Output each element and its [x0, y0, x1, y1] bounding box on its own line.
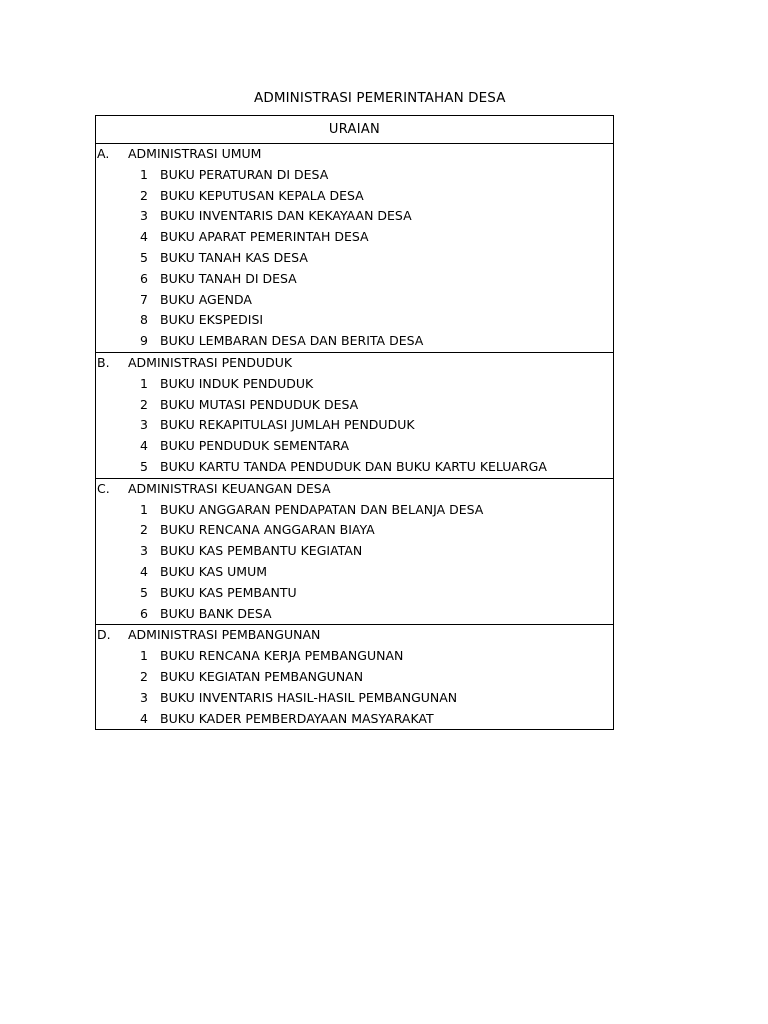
list-item [96, 395, 613, 416]
section-letter: C. [97, 480, 110, 496]
list-item [96, 562, 613, 583]
list-item [96, 165, 613, 186]
administration-table [95, 115, 614, 730]
item-number: 4 [140, 563, 148, 579]
item-text: BUKU TANAH DI DESA [160, 270, 297, 286]
item-number: 3 [140, 543, 148, 559]
item-text: BUKU BANK DESA [160, 605, 272, 621]
list-item [96, 583, 613, 604]
item-text: BUKU MUTASI PENDUDUK DESA [160, 396, 359, 412]
section-header-row [96, 625, 613, 646]
item-text: BUKU LEMBARAN DESA DAN BERITA DESA [160, 333, 424, 349]
item-number: 2 [140, 396, 148, 412]
section-title: ADMINISTRASI PENDUDUK [128, 354, 293, 370]
item-number: 5 [140, 458, 148, 474]
item-number: 1 [140, 166, 148, 182]
item-number: 5 [140, 249, 148, 265]
item-text: BUKU PENDUDUK SEMENTARA [160, 438, 350, 454]
item-text: BUKU INVENTARIS DAN KEKAYAAN DESA [160, 208, 412, 224]
list-item [96, 374, 613, 395]
item-number: 6 [140, 605, 148, 621]
item-text: BUKU RENCANA KERJA PEMBANGUNAN [160, 648, 404, 664]
item-number: 2 [140, 668, 148, 684]
item-number: 3 [140, 689, 148, 705]
list-item [96, 688, 613, 709]
list-item [96, 415, 613, 436]
section [96, 353, 613, 479]
section [96, 625, 613, 729]
list-item [96, 646, 613, 667]
list-item [96, 248, 613, 269]
list-item [96, 709, 613, 730]
item-text: BUKU KARTU TANDA PENDUDUK DAN BUKU KARTU KELUARGA [160, 458, 547, 474]
section [96, 144, 613, 353]
list-item [96, 520, 613, 541]
section-header-row [96, 144, 613, 165]
sections-container [96, 144, 613, 729]
item-text: BUKU KADER PEMBERDAYAAN MASYARAKAT [160, 710, 434, 726]
item-number: 6 [140, 270, 148, 286]
item-number: 1 [140, 375, 148, 391]
section-title: ADMINISTRASI UMUM [128, 146, 262, 161]
section-header-row [96, 479, 613, 500]
item-text: BUKU KAS UMUM [160, 563, 268, 579]
item-number: 9 [140, 333, 148, 349]
item-number: 1 [140, 648, 148, 664]
item-number: 4 [140, 710, 148, 726]
item-text: BUKU ANGGARAN PENDAPATAN DAN BELANJA DESA [160, 501, 484, 517]
section-letter: B. [97, 354, 110, 370]
list-item [96, 227, 613, 248]
document-title: ADMINISTRASI PEMERINTAHAN DESA [254, 90, 506, 106]
item-text: BUKU AGENDA [160, 291, 252, 307]
item-text: BUKU RENCANA ANGGARAN BIAYA [160, 522, 375, 538]
item-number: 3 [140, 208, 148, 224]
item-text: BUKU INDUK PENDUDUK [160, 375, 314, 391]
item-text: BUKU PERATURAN DI DESA [160, 166, 329, 182]
list-item [96, 290, 613, 311]
item-text: BUKU KAS PEMBANTU [160, 584, 297, 600]
section-title: ADMINISTRASI KEUANGAN DESA [128, 480, 331, 496]
list-item [96, 310, 613, 331]
item-text: BUKU TANAH KAS DESA [160, 249, 308, 265]
list-item [96, 604, 613, 625]
item-number: 3 [140, 417, 148, 433]
section [96, 479, 613, 626]
item-text: BUKU EKSPEDISI [160, 312, 264, 328]
item-number: 7 [140, 291, 148, 307]
list-item [96, 186, 613, 207]
list-item [96, 667, 613, 688]
item-text: BUKU KEPUTUSAN KEPALA DESA [160, 187, 364, 203]
item-text: BUKU INVENTARIS HASIL-HASIL PEMBANGUNAN [160, 689, 458, 705]
item-number: 2 [140, 522, 148, 538]
item-number: 2 [140, 187, 148, 203]
section-title: ADMINISTRASI PEMBANGUNAN [128, 627, 321, 643]
list-item [96, 206, 613, 227]
item-text: BUKU KEGIATAN PEMBANGUNAN [160, 668, 364, 684]
list-item [96, 436, 613, 457]
list-item [96, 269, 613, 290]
section-letter: A. [97, 146, 110, 161]
item-text: BUKU APARAT PEMERINTAH DESA [160, 229, 369, 245]
section-header-row [96, 353, 613, 374]
list-item [96, 541, 613, 562]
section-letter: D. [97, 627, 111, 643]
item-number: 5 [140, 584, 148, 600]
item-text: BUKU REKAPITULASI JUMLAH PENDUDUK [160, 417, 415, 433]
item-number: 8 [140, 312, 148, 328]
list-item [96, 500, 613, 521]
item-number: 1 [140, 501, 148, 517]
item-number: 4 [140, 229, 148, 245]
list-item [96, 457, 613, 478]
item-number: 4 [140, 438, 148, 454]
list-item [96, 331, 613, 352]
item-text: BUKU KAS PEMBANTU KEGIATAN [160, 543, 363, 559]
column-header-uraian: URAIAN [96, 116, 613, 144]
